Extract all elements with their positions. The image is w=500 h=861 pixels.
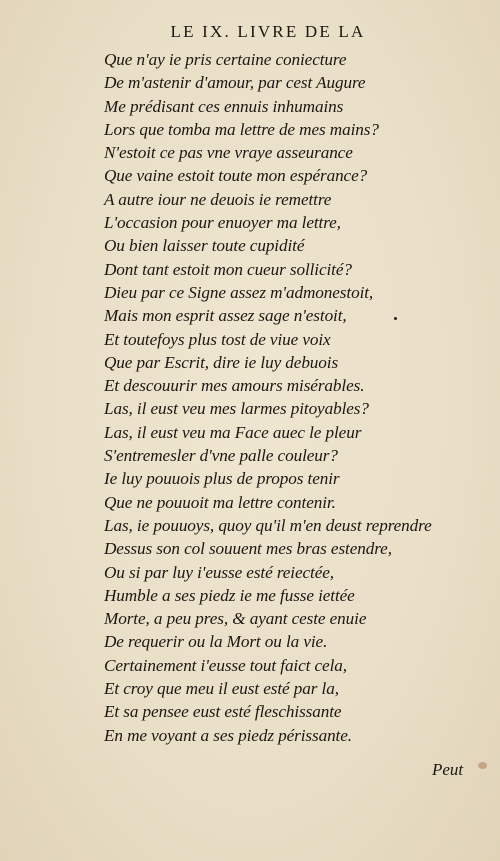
verse-line: A autre iour ne deuois ie remettre (104, 189, 332, 209)
verse-line: Dessus son col souuent mes bras estendre, (104, 539, 392, 559)
verse-line: Dont tant estoit mon cueur sollicité? (104, 259, 352, 279)
verse-line: Et croy que meu il eust esté par la, (104, 679, 339, 699)
verse-line: Las, il eust veu mes larmes pitoyables? (104, 399, 369, 419)
verse-line: Las, ie pouuoys, quoy qu'il m'en deust reprendre (104, 515, 432, 535)
catchword: Peut (432, 760, 464, 779)
verse-line: Morte, a peu pres, & ayant ceste enuie (104, 609, 367, 629)
verse-line: Que par Escrit, dire ie luy debuois (104, 352, 339, 372)
verse-line: L'occasion pour enuoyer ma lettre, (104, 213, 341, 233)
verse-line: Certainement i'eusse tout faict cela, (104, 655, 347, 675)
paper-stain (478, 762, 487, 769)
verse-line: N'estoit ce pas vne vraye asseurance (104, 143, 353, 163)
verse-line: Et sa pensee eust esté fleschissante (104, 702, 342, 722)
verse-line: Et descouurir mes amours misérables. (104, 376, 365, 396)
verse-line: Dieu par ce Signe assez m'admonestoit, (104, 282, 374, 302)
verse-line: De requerir ou la Mort ou la vie. (104, 632, 328, 652)
verse-line: Me prédisant ces ennuis inhumains (104, 96, 344, 116)
verse-block (104, 48, 432, 747)
verse-line: Et toutefoys plus tost de viue voix (104, 329, 331, 349)
verse-line: Las, il eust veu ma Face auec le pleur (104, 422, 362, 442)
verse-line: S'entremesler d'vne palle couleur? (104, 446, 338, 466)
verse-line: De m'astenir d'amour, par cest Augure (104, 73, 366, 93)
verse-line: Ou bien laisser toute cupidité (104, 236, 305, 256)
verse-line: Que n'ay ie pris certaine coniecture (104, 50, 347, 69)
verse-line: Ou si par luy i'eusse esté reiectée, (104, 562, 334, 582)
verse-line: Humble a ses piedz ie me fusse iettée (104, 585, 355, 605)
verse-line: Lors que tomba ma lettre de mes mains? (104, 119, 379, 139)
verse-line: Ie luy pouuois plus de propos tenir (104, 469, 340, 489)
verse-line: Que vaine estoit toute mon espérance? (104, 166, 368, 186)
verse-line: Mais mon esprit assez sage n'estoit, (104, 306, 347, 326)
verse-line: En me voyant a ses piedz périssante. (104, 725, 352, 745)
ink-speck (394, 317, 397, 320)
running-header: LE IX. LIVRE DE LA (170, 22, 366, 41)
verse-line: Que ne pouuoit ma lettre contenir. (104, 492, 336, 512)
